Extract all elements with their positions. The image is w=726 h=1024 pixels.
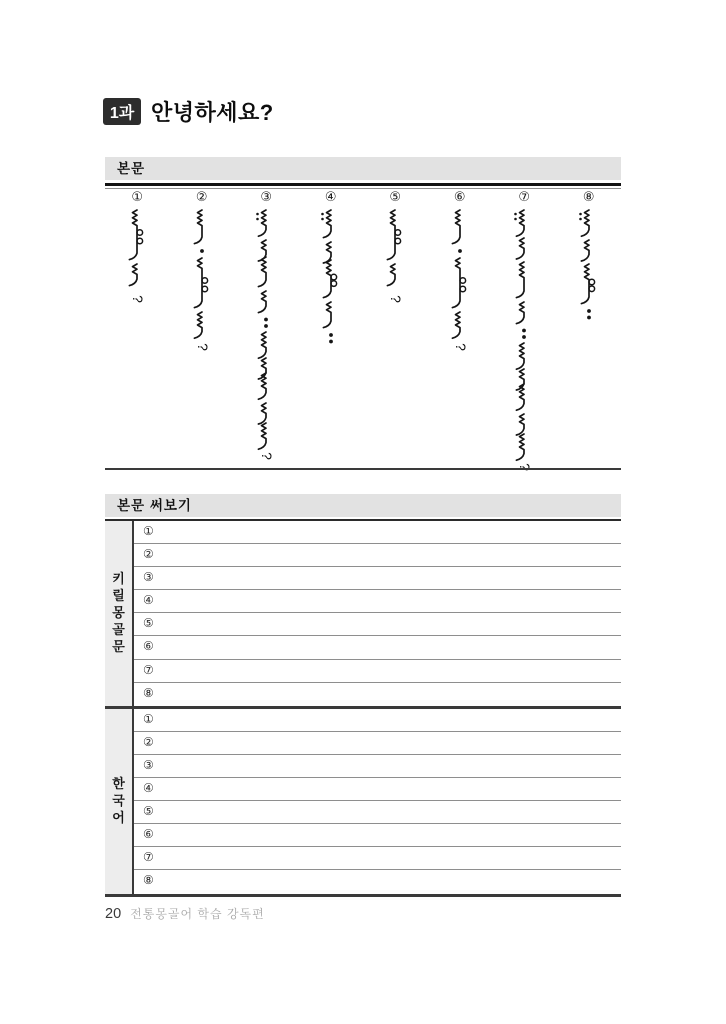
mongol-script-column (187, 208, 217, 462)
item-number: ② (195, 189, 208, 204)
group-rows (134, 709, 621, 894)
row-number: ① (143, 524, 154, 538)
group-label-char: 골 (112, 622, 125, 638)
writing-row (134, 847, 621, 870)
dialogue-item-8 (557, 189, 622, 465)
question-mark: ? (388, 295, 405, 303)
lesson-number-badge: 1과 (103, 98, 141, 125)
mongol-script-column (316, 208, 346, 462)
group-label-char: 릴 (112, 588, 125, 604)
mongol-script-column (122, 208, 152, 462)
question-mark: ? (194, 343, 211, 351)
group-label-char: 몽 (112, 605, 125, 621)
mongolian-script-panel (105, 189, 621, 471)
item-number: ⑤ (389, 189, 402, 204)
writing-row (134, 521, 621, 544)
page-footer (105, 905, 265, 922)
writing-row (134, 755, 621, 778)
lesson-title: 안녕하세요? (151, 100, 274, 125)
writing-row (134, 567, 621, 590)
row-number: ② (143, 734, 154, 749)
group-label (105, 521, 134, 706)
question-mark: ? (130, 295, 147, 303)
row-number: ① (143, 711, 154, 726)
practice-group-korean (105, 709, 621, 894)
writing-row (134, 544, 621, 567)
writing-row (134, 709, 621, 732)
row-number: ③ (143, 570, 154, 585)
group-label-char: 문 (112, 639, 125, 655)
dialogue-item-5 (363, 189, 428, 465)
question-mark: ? (517, 463, 534, 471)
writing-row (134, 660, 621, 683)
group-label-char: 키 (112, 571, 125, 587)
writing-row (134, 636, 621, 659)
item-number: ③ (260, 189, 273, 204)
group-label (105, 709, 134, 894)
group-rows (134, 521, 621, 706)
item-number: ⑦ (518, 189, 531, 204)
row-number: ⑧ (143, 873, 154, 888)
group-label-char: 어 (112, 810, 125, 826)
row-number: ④ (143, 781, 154, 796)
row-number: ② (143, 547, 154, 562)
question-mark: ? (452, 343, 469, 351)
row-number: ⑥ (143, 639, 154, 654)
item-number: ⑥ (453, 189, 466, 204)
practice-group-cyrillic-mongolian (105, 521, 621, 709)
mongol-script-column (574, 208, 604, 462)
lesson-title-row (103, 96, 274, 127)
dialogue-item-4 (299, 189, 364, 465)
mongol-script-column (380, 208, 410, 462)
dialogue-item-3 (234, 189, 299, 465)
item-number: ⑧ (582, 189, 595, 204)
page-number: 20 (105, 906, 122, 922)
mongol-script-column (509, 208, 539, 471)
group-label-char: 한 (112, 776, 125, 792)
dialogue-item-2 (170, 189, 235, 465)
writing-row (134, 778, 621, 801)
practice-section-header: 본문 써보기 (105, 494, 621, 517)
row-number: ⑤ (143, 804, 154, 819)
mongol-script-column (251, 208, 281, 462)
main-text-section-header: 본문 (105, 157, 621, 180)
writing-row (134, 824, 621, 847)
writing-row (134, 683, 621, 706)
practice-table (105, 519, 621, 897)
group-label-char: 국 (112, 793, 125, 809)
dialogue-item-7 (492, 189, 557, 471)
writing-row (134, 590, 621, 613)
row-number: ④ (143, 593, 154, 608)
main-text-bottom-rule (105, 468, 621, 470)
writing-row (134, 870, 621, 893)
row-number: ⑦ (143, 850, 154, 865)
row-number: ③ (143, 757, 154, 772)
dialogue-item-1 (105, 189, 170, 465)
book-title: 전통몽골어 학습 강독편 (130, 907, 265, 921)
item-number: ① (131, 189, 144, 204)
row-number: ⑥ (143, 827, 154, 842)
dialogue-item-6 (428, 189, 493, 465)
item-number: ④ (324, 189, 337, 204)
row-number: ⑤ (143, 616, 154, 631)
mongol-script-column (445, 208, 475, 462)
row-number: ⑦ (143, 662, 154, 677)
writing-row (134, 613, 621, 636)
writing-row (134, 732, 621, 755)
writing-row (134, 801, 621, 824)
question-mark: ? (259, 452, 276, 460)
row-number: ⑧ (143, 685, 154, 700)
